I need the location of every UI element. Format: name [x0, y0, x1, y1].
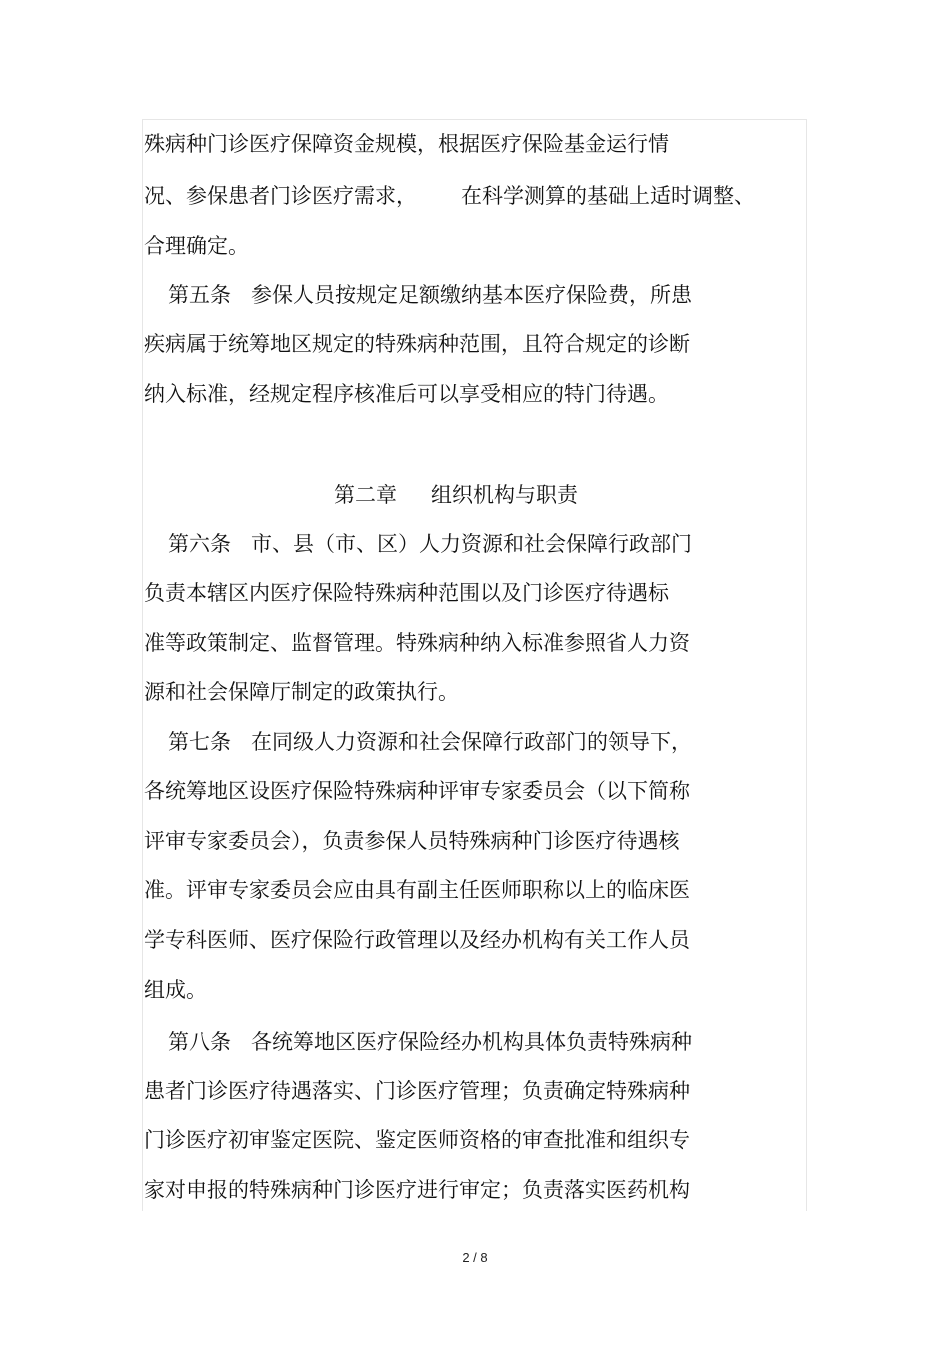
article-text: 各统筹地区医疗保险经办机构具体负责特殊病种 [251, 1030, 692, 1054]
paragraph-line: 评审专家委员会），负责参保人员特殊病种门诊医疗待遇核 [144, 829, 680, 853]
paragraph-line: 准。评审专家委员会应由具有副主任医师职称以上的临床医 [144, 878, 690, 902]
article-line [168, 1027, 828, 1057]
article-number: 第七条 [168, 730, 231, 754]
chapter-heading [334, 480, 950, 510]
page-frame-top [142, 119, 807, 120]
paragraph-line: 负责本辖区内医疗保险特殊病种范围以及门诊医疗待遇标 [144, 581, 669, 605]
article-number: 第六条 [168, 532, 231, 556]
line-segment: 在科学测算的基础上适时调整、 [461, 184, 755, 208]
paragraph-line: 合理确定。 [144, 234, 249, 258]
paragraph-line: 疾病属于统筹地区规定的特殊病种范围，且符合规定的诊断 [144, 332, 690, 356]
page-number: 2 / 8 [462, 1250, 488, 1265]
page-frame-left [142, 119, 143, 1211]
article-text: 市、县（市、区）人力资源和社会保障行政部门 [251, 532, 692, 556]
paragraph-line: 纳入标准，经规定程序核准后可以享受相应的特门待遇。 [144, 382, 669, 406]
article-line [168, 727, 828, 757]
paragraph-line: 组成。 [144, 978, 207, 1002]
paragraph-line: 准等政策制定、监督管理。特殊病种纳入标准参照省人力资 [144, 631, 690, 655]
chapter-number: 第二章 [334, 483, 397, 507]
paragraph-line: 殊病种门诊医疗保障资金规模，根据医疗保险基金运行情 [144, 132, 669, 156]
paragraph-line: 家对申报的特殊病种门诊医疗进行审定；负责落实医药机构 [144, 1178, 690, 1202]
article-line [168, 529, 828, 559]
paragraph-line: 患者门诊医疗待遇落实、门诊医疗管理；负责确定特殊病种 [144, 1079, 690, 1103]
article-number: 第八条 [168, 1030, 231, 1054]
article-text: 参保人员按规定足额缴纳基本医疗保险费，所患 [251, 283, 692, 307]
paragraph-line: 门诊医疗初审鉴定医院、鉴定医师资格的审查批准和组织专 [144, 1128, 690, 1152]
line-segment: 况、参保患者门诊医疗需求， [144, 184, 417, 208]
paragraph-line [144, 181, 804, 211]
paragraph-line: 源和社会保障厅制定的政策执行。 [144, 680, 459, 704]
chapter-title: 组织机构与职责 [431, 483, 578, 507]
article-text: 在同级人力资源和社会保障行政部门的领导下， [251, 730, 692, 754]
article-line [168, 280, 828, 310]
paragraph-line: 各统筹地区设医疗保险特殊病种评审专家委员会（以下简称 [144, 779, 690, 803]
paragraph-line: 学专科医师、医疗保险行政管理以及经办机构有关工作人员 [144, 928, 690, 952]
article-number: 第五条 [168, 283, 231, 307]
